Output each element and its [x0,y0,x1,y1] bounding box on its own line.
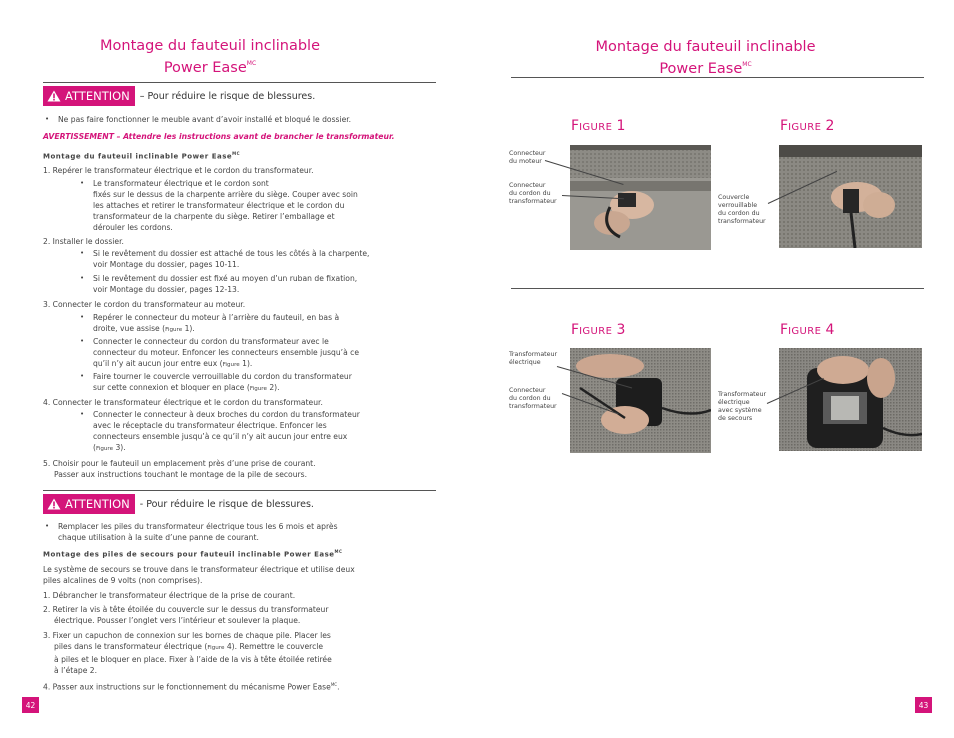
line: voir Montage du dossier, pages 10-11. [93,260,240,269]
attention-badge [43,86,135,106]
line: du moteur [509,158,542,165]
line: chaque utilisation à la suite d’une panne de courant. [58,533,259,542]
line: connecteur du moteur. Enfoncer les connecteurs ensemble jusqu’à ce [93,348,359,357]
step-3-bullet-1 [93,312,339,336]
attention-label: ATTENTION [65,497,130,511]
warning-triangle-icon [47,498,61,510]
figure-4-caption-backup [718,391,766,423]
fig-rest: IGURE [579,122,613,133]
line: piles alcalines de 9 volts (non comprises). [43,576,203,585]
bullet-dot: • [80,372,85,380]
line: avec système [718,407,762,414]
fig-f: F [571,118,580,134]
line: verrouillable [718,202,758,209]
step-3-bullet-3 [93,371,352,395]
page-number: 43 [915,697,932,713]
text: piles dans le transformateur électrique ( [54,642,208,651]
bullet-dot: • [80,337,85,345]
line: à l’étape 2. [54,666,98,675]
figure-3-caption-cord [509,387,557,411]
line: Le transformateur électrique et le cordon sont [93,179,269,188]
line: du cordon du [718,210,760,217]
page-number: 42 [22,697,39,713]
text: ( [93,443,96,452]
warning-text: AVERTISSEMENT – Attendre les instructions avant de brancher le transformateur. [43,132,395,141]
line: Connecteur [509,150,546,157]
battery-step-3 [43,630,332,676]
step-2-bullet-2 [93,273,357,295]
text: 4). Remettre le couvercle [224,642,324,651]
bullet-dot: • [45,522,50,530]
text: qu’il n’y ait aucun jour entre eux ( [93,359,223,368]
subhead-text: Montage des piles de secours pour fauteuil inclinable Power Ease [43,550,335,559]
fig-rest: IGURE [579,326,613,337]
fig-num: 3 [616,322,626,338]
line [43,641,332,654]
text: . [337,682,340,692]
figure-2-label [780,118,834,134]
figure-ref: Figure [95,446,114,452]
rule-mid-left [43,490,436,491]
line: Couvercle [718,194,750,201]
line: transformateur [509,198,557,205]
line [93,323,339,336]
bullet-dot: • [80,274,85,282]
bullet-dot: • [80,179,85,187]
text: 1). [182,324,195,333]
fig-num: 2 [825,118,835,134]
figure-4-photo [779,348,922,451]
line: Passer aux instructions touchant le montage de la pile de secours. [54,470,308,479]
text: 3). [113,443,126,452]
step-1: 1. Repérer le transformateur électrique et le cordon du transformateur. [43,166,314,175]
figure-2-photo [779,145,922,248]
figure-3-caption-transformer [509,351,557,367]
title-line-2 [90,55,330,77]
step-2-bullet-1 [93,248,369,270]
figure-ref: Figure [222,362,240,368]
warning-triangle-icon [47,90,61,102]
text: 2). [266,383,280,392]
figure-1-caption-cord [509,182,557,206]
step-4: 4. Connecter le transformateur électrique et le cordon du transformateur. [43,398,323,407]
line: du cordon du [509,190,551,197]
line: Transformateur [509,351,558,358]
rule-mid-right [511,288,924,289]
title-sup: MC [742,61,752,68]
bullet-text: Ne pas faire fonctionner le meuble avant d’avoir installé et bloqué le dossier. [58,115,352,124]
bullet-dot: • [80,313,85,321]
fig-f: F [780,322,789,338]
line: transformateur de la charpente du siège. Retirer l’emballage et [93,212,335,221]
fig-num: 4 [825,322,835,338]
line: fixés sur le dessus de la charpente arrière du siège. Couper avec soin [93,190,358,199]
bullet-dot: • [45,115,50,123]
line: Remplacer les piles du transformateur électrique tous les 6 mois et après [58,522,338,531]
rule-top-right [511,77,924,78]
line: voir Montage du dossier, pages 12-13. [93,285,240,294]
line: transformateur [509,403,557,410]
battery-step-1: 1. Débrancher le transformateur électrique de la prise de courant. [43,591,296,600]
step-3-bullet-2 [93,336,359,371]
figure-ref: Figure [165,327,183,333]
line: Repérer le connecteur du moteur à l’arrière du fauteuil, en bas à [93,313,340,322]
line: Connecteur [509,182,546,189]
subhead-batteries [43,549,342,558]
figure-4-label [780,322,834,338]
fig-f: F [780,118,789,134]
title-line-2 [568,56,843,78]
figure-1-caption-motor [509,150,546,166]
fig-num: 1 [616,118,626,134]
line: à piles et le bloquer en place. Fixer à l’aide de la vis à tête étoilée retirée [54,655,332,664]
line: Le système de secours se trouve dans le transformateur électrique et utilise deux [43,565,355,574]
line: du cordon du [509,395,551,402]
transformer-plug-photo-icon [570,348,711,453]
fig-rest: IGURE [788,122,822,133]
step-5 [43,458,316,480]
step-1-bullet [93,178,358,233]
line: dérouler les cordons. [93,223,173,232]
attention-banner-1 [43,86,315,106]
step-3: 3. Connecter le cordon du transformateur au moteur. [43,300,246,309]
figure-ref: Figure [249,386,267,392]
figure-ref: Figure [207,645,225,651]
text: 4. Passer aux instructions sur le fonctionnement du mécanisme Power Ease [43,682,331,692]
figure-3-photo [570,348,711,453]
figure-3-label [571,322,625,338]
bullet-dot: • [80,249,85,257]
line: connecteurs ensemble jusqu’à ce qu’il n’y ait aucun jour entre eux [93,432,348,441]
backup-paragraph [43,564,355,586]
line: 5. Choisir pour le fauteuil un emplacement près d’une prise de courant. [43,459,316,468]
text: sur cette connexion et bloquer en place ( [93,383,250,392]
line: 2. Retirer la vis à tête étoilée du couvercle sur le dessus du transformateur [43,605,329,614]
line: Si le revêtement du dossier est attaché de tous les côtés à la charpente, [93,249,370,258]
attention-label: ATTENTION [65,89,130,103]
attention-banner-2 [43,494,314,514]
line: Connecter le connecteur à deux broches du cordon du transformateur [93,410,360,419]
battery-step-2 [43,604,329,626]
fig-f: F [571,322,580,338]
subhead-sup: MC [334,549,343,554]
title-product: Power Ease [659,61,743,77]
line: de secours [718,415,753,422]
right-page-title [568,38,843,78]
figure-1-label [571,118,625,134]
sup: MC [330,682,338,687]
line [93,442,360,455]
title-product: Power Ease [163,60,247,76]
line: Connecter le connecteur du cordon du transformateur avec le [93,337,329,346]
line: Si le revêtement du dossier est fixé au moyen d’un ruban de fixation, [93,274,358,283]
line: avec le réceptacle du transformateur électrique. Enfoncer les [93,421,327,430]
subhead-sup: MC [232,151,241,156]
subhead-text: Montage du fauteuil inclinable Power Ease [43,152,233,161]
line: Transformateur [718,391,767,398]
title-line-1: Montage du fauteuil inclinable [595,39,816,55]
rule-top-left [43,82,436,83]
fig-rest: IGURE [788,326,822,337]
line: 3. Fixer un capuchon de connexion sur les bornes de chaque pile. Placer les [43,631,331,640]
line: électrique [509,359,541,366]
step-4-bullet [93,409,360,455]
line [93,382,352,395]
battery-backup-photo-icon [779,348,922,451]
left-page-title [90,37,330,77]
title-sup: MC [246,60,257,67]
line: Connecteur [509,387,546,394]
title-line-1: Montage du fauteuil inclinable [100,38,320,54]
line: transformateur [718,218,766,225]
battery-step-4 [43,679,339,693]
line: électrique. Pousser l’onglet vers l’intérieur et soulever la plaque. [54,616,301,625]
line: Faire tourner le couvercle verrouillable du cordon du transformateur [93,372,352,381]
bullet-dot: • [80,410,85,418]
subhead-assembly [43,151,240,160]
attention-badge [43,494,135,514]
locking-cover-photo-icon [779,145,922,248]
figure-2-caption-cover [718,194,766,226]
attention-text: - Pour réduire le risque de blessures. [139,498,314,510]
line [93,358,359,371]
text: 1). [239,359,253,368]
line: les attaches et retirer le transformateur électrique et le cordon du [93,201,345,210]
line: électrique [718,399,750,406]
right-page [477,0,954,738]
bullet-batteries [58,521,338,543]
text: droite, vue assise ( [93,324,166,333]
attention-text: – Pour réduire le risque de blessures. [139,90,316,102]
step-2: 2. Installer le dossier. [43,237,124,246]
